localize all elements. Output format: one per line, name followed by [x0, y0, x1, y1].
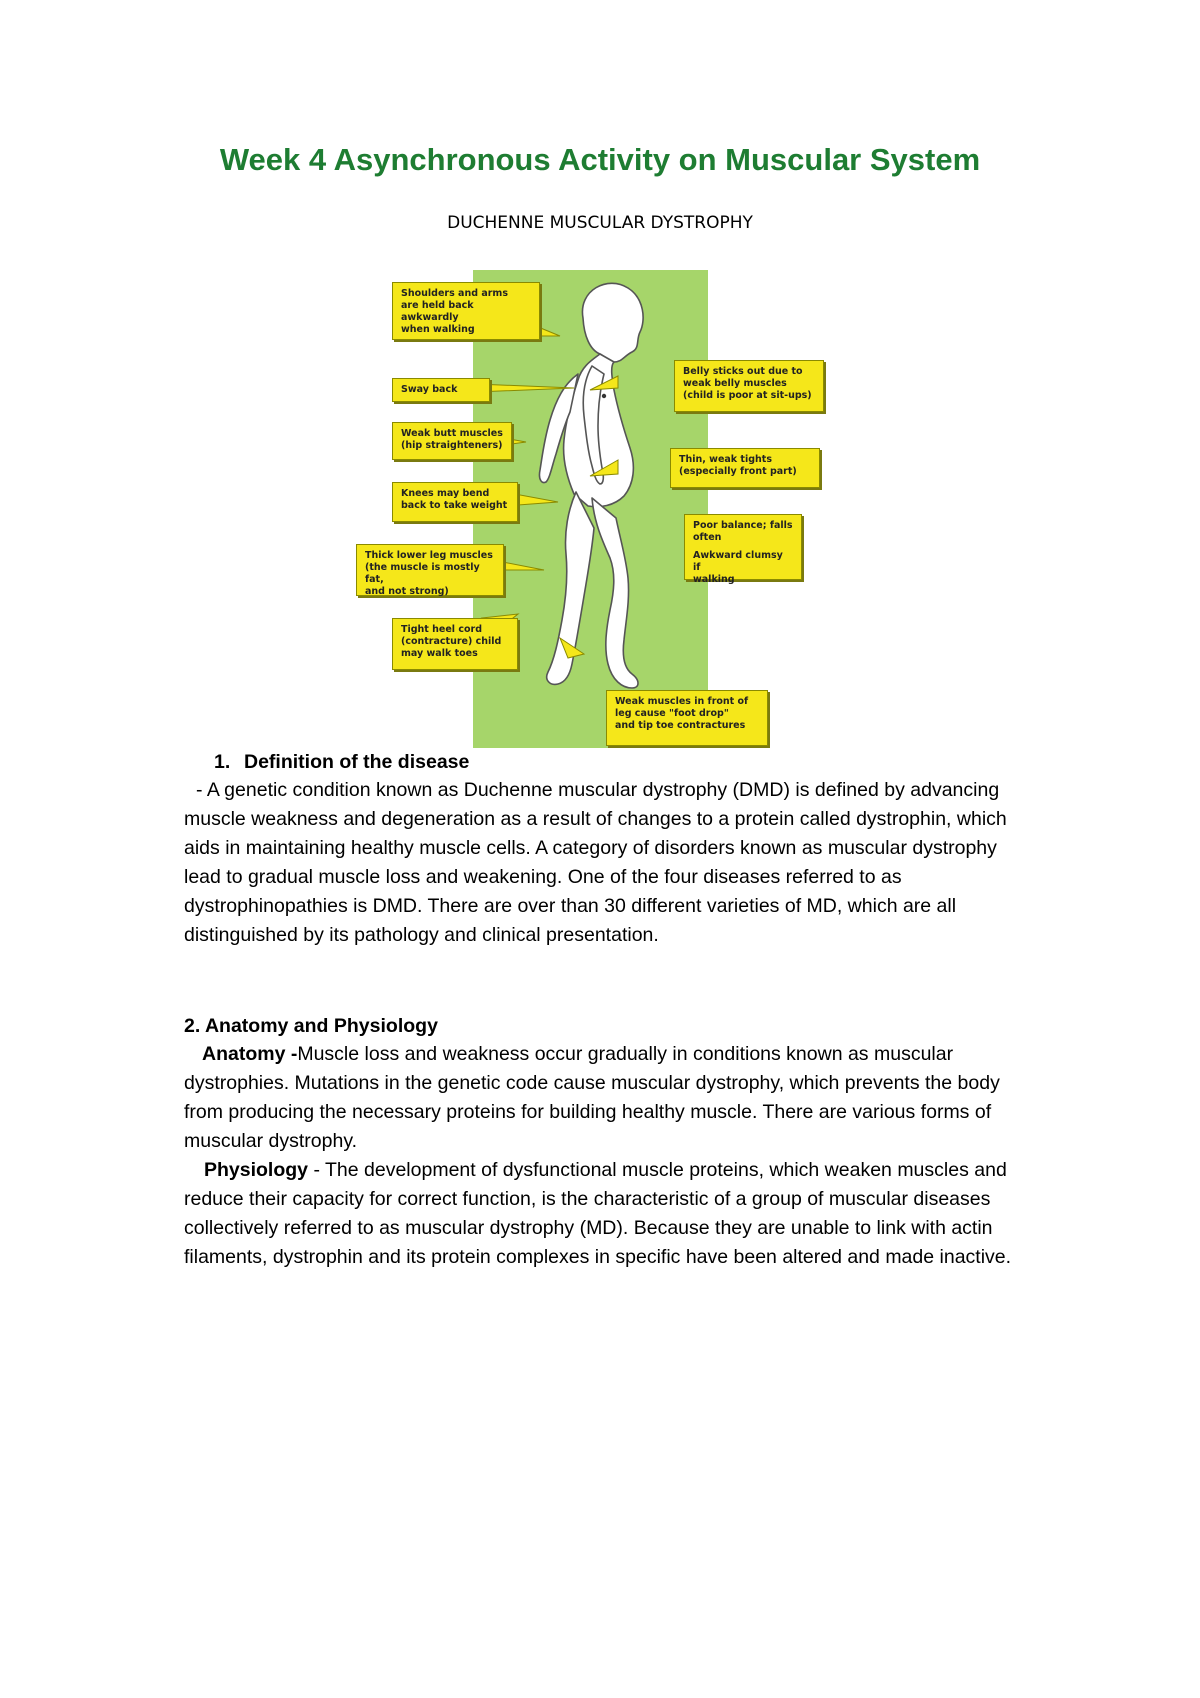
callout-sway-back: Sway back	[392, 378, 490, 402]
callout-knees: Knees may bend back to take weight	[392, 482, 518, 522]
anatomy-text: Muscle loss and weakness occur gradually in conditions known as muscular dystrophies. Mutations in the genetic code cause muscular dystrophy, which prevents the body from producing the necessary proteins for building healthy muscle. There are various forms of muscular dystrophy.	[184, 1043, 1000, 1152]
anatomy-paragraph	[184, 1040, 1024, 1156]
section1-title: Definition of the disease	[244, 751, 470, 773]
section1-body	[184, 776, 1024, 950]
page-title: Week 4 Asynchronous Activity on Muscular System	[219, 142, 981, 177]
navel-dot	[602, 394, 606, 398]
section1-number: 1.	[214, 751, 231, 773]
physiology-text: - The development of dysfunctional muscle proteins, which weaken muscles and reduce their capacity for correct function, is the characteristic of a group of muscular diseases collectively referred to as muscular dystrophy (MD). Because they are unable to link with actin filaments, dystrophin and its protein complexes in specific have been altered and made inactive.	[184, 1159, 1012, 1268]
section1-heading	[214, 748, 1054, 777]
section1-body-text: - A genetic condition known as Duchenne muscular dystrophy (DMD) is defined by advancing muscle weakness and degeneration as a result of changes to a protein called dystrophin, which aids in maintaining healthy muscle cells. A category of disorders known as muscular dystrophy lead to gradual muscle loss and weakening. One of the four diseases referred to as dystrophinopathies is DMD. There are over than 30 different varieties of MD, which are all distinguished by its pathology and clinical presentation.	[184, 779, 1007, 946]
callout-weak-butt: Weak butt muscles (hip straighteners)	[392, 422, 512, 460]
physiology-label: Physiology	[204, 1159, 309, 1181]
callout-thin-thighs: Thin, weak tights (especially front part)	[670, 448, 820, 488]
section2-heading: 2. Anatomy and Physiology	[184, 1015, 438, 1037]
callout-belly: Belly sticks out due to weak belly muscles (child is poor at sit-ups)	[674, 360, 824, 412]
page-subtitle: DUCHENNE MUSCULAR DYSTROPHY	[447, 213, 753, 233]
dmd-diagram	[365, 270, 828, 750]
section2-body	[184, 1040, 1024, 1272]
callout-tight-heel-cord: Tight heel cord (contracture) child may walk toes	[392, 618, 518, 670]
anatomy-label: Anatomy -	[202, 1043, 298, 1065]
callout-shoulders: Shoulders and arms are held back awkwardly when walking	[392, 282, 540, 340]
callout-thick-lower-leg: Thick lower leg muscles (the muscle is mostly fat, and not strong)	[356, 544, 504, 596]
physiology-paragraph	[184, 1156, 1024, 1272]
callout-poor-balance: Poor balance; falls often Awkward clumsy if walking	[684, 514, 802, 580]
callout-weak-front-leg: Weak muscles in front of leg cause "foot drop" and tip toe contractures	[606, 690, 768, 746]
